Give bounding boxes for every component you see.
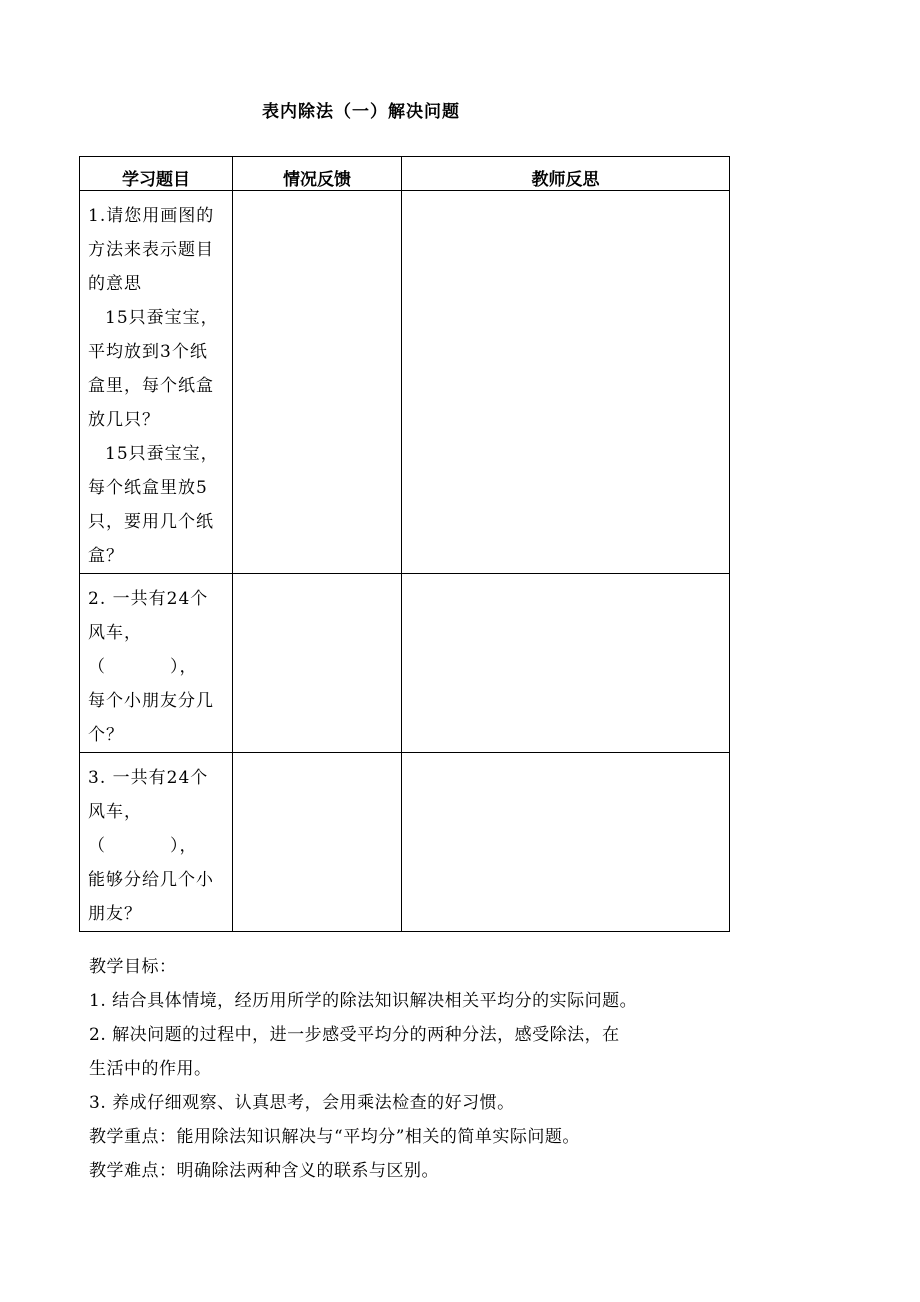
- topic-line: 朋友？: [88, 904, 142, 924]
- topic-line: 盒？: [88, 546, 124, 566]
- goal-item: 1. 结合具体情境，经历用所学的除法知识解决相关平均分的实际问题。: [89, 991, 638, 1011]
- reflection-cell[interactable]: [402, 191, 730, 574]
- topic-cell: [80, 574, 233, 753]
- topic-line: 放几只？: [88, 410, 160, 430]
- topic-line: 15只蚕宝宝，: [105, 444, 219, 464]
- topic-line: （ ），: [88, 657, 198, 677]
- header-reflection: 教师反思: [402, 157, 730, 191]
- lesson-table: [79, 156, 730, 932]
- header-feedback: 情况反馈: [233, 157, 402, 191]
- topic-cell: [80, 191, 233, 574]
- topic-line: 3. 一共有24个: [88, 768, 209, 788]
- topic-line: 盒里，每个纸盒: [88, 376, 214, 396]
- goal-item: 2. 解决问题的过程中，进一步感受平均分的两种分法，感受除法，在: [89, 1025, 620, 1045]
- feedback-cell[interactable]: [233, 574, 402, 753]
- goal-item-continuation: 生活中的作用。: [89, 1059, 212, 1079]
- topic-line: 风车，: [88, 623, 142, 643]
- table-row: [80, 191, 730, 574]
- lesson-notes: [89, 950, 637, 1188]
- topic-cell: [80, 753, 233, 932]
- header-topic: 学习题目: [80, 157, 233, 191]
- key-point: 教学重点：能用除法知识解决与“平均分”相关的简单实际问题。: [89, 1127, 580, 1147]
- table-header-row: [80, 157, 730, 191]
- topic-line: 每个小朋友分几: [88, 691, 214, 711]
- reflection-cell[interactable]: [402, 574, 730, 753]
- feedback-cell[interactable]: [233, 753, 402, 932]
- topic-line: 只，要用几个纸: [88, 512, 214, 532]
- goal-item: 3. 养成仔细观察、认真思考，会用乘法检查的好习惯。: [89, 1093, 515, 1113]
- page-title: 表内除法（一）解决问题: [262, 102, 460, 122]
- topic-line: 风车，: [88, 802, 142, 822]
- topic-line: 能够分给几个小: [88, 870, 214, 890]
- topic-line: （ ），: [88, 836, 198, 856]
- topic-line: 每个纸盒里放5: [88, 478, 208, 498]
- table-row: [80, 574, 730, 753]
- topic-line: 平均放到3个纸: [88, 342, 208, 362]
- table-row: [80, 753, 730, 932]
- topic-line: 2. 一共有24个: [88, 589, 209, 609]
- reflection-cell[interactable]: [402, 753, 730, 932]
- topic-line: 个？: [88, 725, 124, 745]
- topic-line: 方法来表示题目: [88, 240, 214, 260]
- topic-line: 1.请您用画图的: [88, 206, 215, 226]
- difficulty-point: 教学难点：明确除法两种含义的联系与区别。: [89, 1161, 439, 1181]
- feedback-cell[interactable]: [233, 191, 402, 574]
- goals-heading: 教学目标：: [89, 957, 177, 977]
- topic-line: 15只蚕宝宝，: [105, 308, 219, 328]
- topic-line: 的意思: [88, 274, 142, 294]
